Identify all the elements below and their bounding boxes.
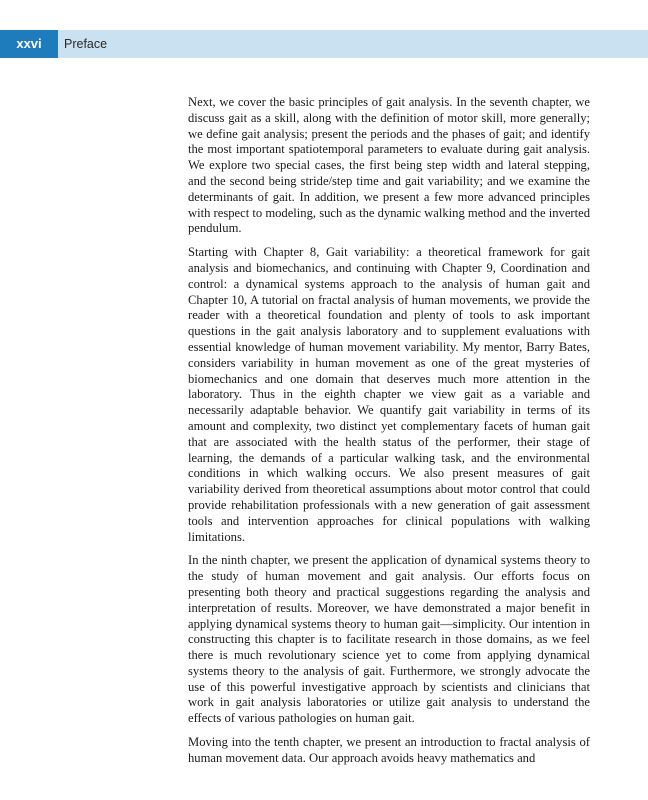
running-head-title: Preface	[64, 37, 108, 51]
page-number: xxvi	[0, 30, 58, 58]
paragraph: Starting with Chapter 8, Gait variability: a theoretical framework for gait analysis and biomechanics, and continuing with Chapter 9, Coordination and control: a dynamical systems approach to the analysis of human gait and Chapter 10, A tutorial on fractal analysis of human movements, we provide the reader with a theoretical foundation and plenty of tools to ask important questions in the gait analysis laboratory and to supplement evaluations with essential knowledge of human movement variability. My mentor, Barry Bates, considers variability in human movement as one of the great mysteries of biomechanics and one domain that deserves much more attention in the laboratory. Thus in the eighth chapter we view gait as a variable and necessarily adaptable behavior. We quantify gait variability in terms of its amount and complexity, two distinct yet complementary facets of human gait that are associated with the health status of the performer, their stage of learning, the demands of a particular walking task, and the environmental conditions in which walking occurs. We also present measures of gait variability derived from theoretical assumptions about motor control that could provide rehabilitation professionals with a new generation of gait assessment tools and intervention approaches for clinical populations with walking limitations.	[188, 245, 590, 544]
paragraph: Next, we cover the basic principles of gait analysis. In the seventh chapter, we discuss gait as a skill, along with the definition of motor skill, more generally; we define gait analysis; present the periods and the phases of gait; and identify the most important spatiotemporal parameters to evaluate during gait analysis. We explore two special cases, the first being step width and lateral stepping, and the second being stride/step time and gait variability; and we examine the determinants of gait. In addition, we present a few more advanced principles with respect to modeling, such as the dynamic walking method and the inverted pendulum.	[188, 95, 590, 236]
body-text	[188, 95, 590, 775]
running-header	[0, 30, 648, 58]
paragraph: In the ninth chapter, we present the application of dynamical systems theory to the study of human movement and gait analysis. Our efforts focus on presenting both theory and practical suggestions regarding the analysis and interpretation of results. Moreover, we have demonstrated a major benefit in applying dynamical systems theory to human gait—simplicity. Our intention in constructing this chapter is to facilitate research in those domains, as we feel there is much revolutionary science yet to come from applying dynamical systems theory to the analysis of gait. Furthermore, we strongly advocate the use of this powerful investigative approach by scientists and clinicians that work in gait analysis laboratories or utilize gait analysis to understand the effects of various pathologies on human gait.	[188, 553, 590, 726]
paragraph: Moving into the tenth chapter, we present an introduction to fractal analysis of human movement data. Our approach avoids heavy mathematics and	[188, 735, 590, 765]
